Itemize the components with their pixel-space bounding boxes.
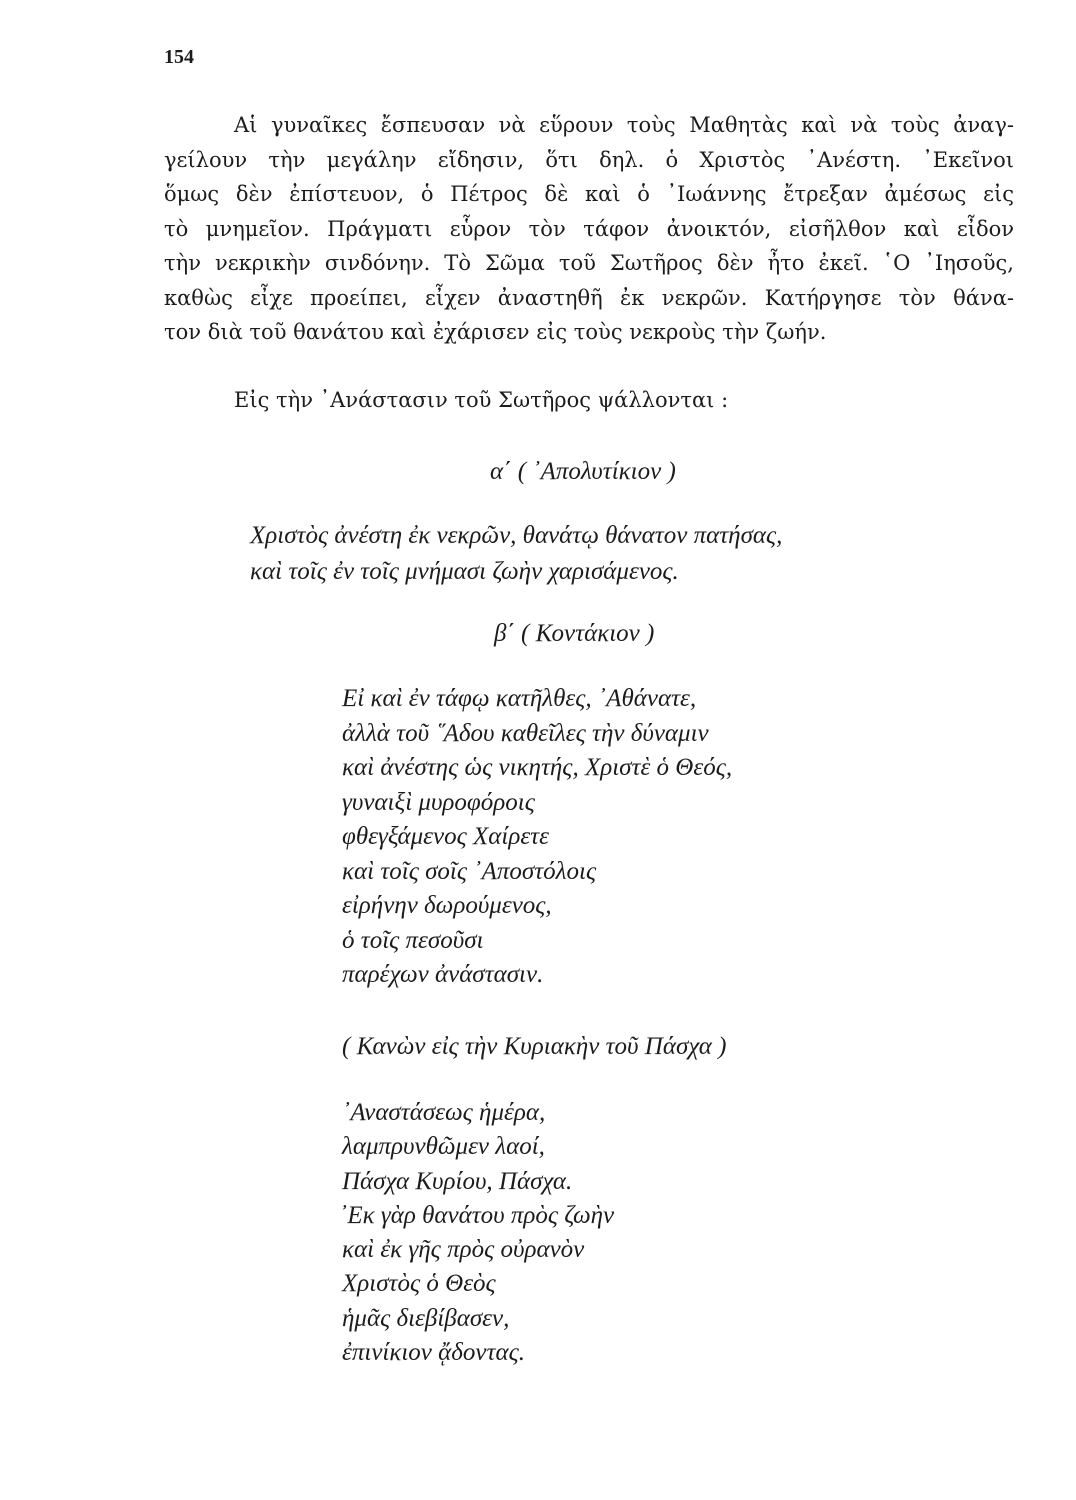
verse-line: Πάσχα Κυρίου, Πάσχα.	[342, 1167, 573, 1195]
verse-line: ὁ τοῖς πεσοῦσι	[342, 926, 484, 954]
apolytikion-verse	[250, 518, 782, 590]
paragraph-line: καθὼς εἶχε προείπει, εἶχεν ἀναστηθῆ ἐκ νεκρῶν. Κατήργησε τὸν θάνα-	[164, 285, 1014, 310]
kontakion-heading: β΄ ( Κοντάκιον )	[494, 620, 655, 647]
paragraph-line: τὴν νεκρικὴν σινδόνην. Τὸ Σῶμα τοῦ Σωτῆρος δὲν ἦτο ἐκεῖ. ῾Ο ᾿Ιησοῦς,	[164, 251, 1014, 275]
verse-line: γυναιξὶ μυροφόροις	[342, 788, 535, 816]
paragraph-line: γείλουν τὴν μεγάλην εἴδησιν, ὅτι δηλ. ὁ Χριστὸς ᾿Ανέστη. ᾿Εκεῖνοι	[164, 147, 1014, 172]
intro-paragraph	[164, 108, 1014, 350]
verse-line: Εἰ καὶ ἐν τάφῳ κατῆλθες, ᾿Αθάνατε,	[342, 685, 697, 712]
verse-line: καὶ ἀνέστης ὡς νικητής, Χριστὲ ὁ Θεός,	[342, 754, 733, 781]
kanon-heading: ( Κανὼν εἰς τὴν Κυριακὴν τοῦ Πάσχα )	[342, 1033, 727, 1060]
verse-line: Χριστὸς ἀνέστη ἐκ νεκρῶν, θανάτῳ θάνατον πατήσας,	[250, 522, 783, 549]
verse-line: καὶ ἐκ γῆς πρὸς οὐρανὸν	[342, 1236, 585, 1264]
kanon-verse	[339, 1096, 615, 1370]
paragraph-line: ὅμως δὲν ἐπίστευον, ὁ Πέτρος δὲ καὶ ὁ ᾿Ιωάννης ἔτρεξαν ἀμέσως εἰς	[164, 182, 1014, 206]
kontakion-verse	[342, 682, 732, 993]
verse-line: ἡμᾶς διεβίβασεν,	[342, 1304, 510, 1332]
verse-line: φθεγξάμενος Χαίρετε	[342, 823, 549, 850]
paragraph-line: τὸ μνημεῖον. Πράγματι εὗρον τὸν τάφον ἀνοικτόν, εἰσῆλθον καὶ εἶδον	[164, 216, 1014, 241]
page-number: 154	[164, 46, 194, 68]
verse-line: καὶ τοῖς σοῖς ᾿Αποστόλοις	[342, 857, 597, 885]
lead-sentence: Εἰς τὴν ᾿Ανάστασιν τοῦ Σωτῆρος ψάλλονται :	[234, 388, 729, 412]
verse-line: ἀλλὰ τοῦ ῞Αδου καθεῖλες τὴν δύναμιν	[342, 719, 709, 747]
verse-line: παρέχων ἀνάστασιν.	[342, 961, 544, 988]
verse-line: καὶ τοῖς ἐν τοῖς μνήμασι ζωὴν χαρισάμενος.	[250, 558, 679, 585]
paragraph-line: τον διὰ τοῦ θανάτου καὶ ἐχάρισεν εἰς τοὺς νεκροὺς τὴν ζωήν.	[164, 320, 827, 344]
verse-line: Χριστὸς ὁ Θεὸς	[342, 1270, 496, 1298]
verse-line: λαμπρυνθῶμεν λαοί,	[342, 1133, 545, 1161]
verse-line: ἐπινίκιον ᾄδοντας.	[342, 1339, 525, 1367]
verse-line: ᾿Αναστάσεως ἡμέρα,	[342, 1099, 546, 1126]
verse-line: εἰρήνην δωρούμενος,	[342, 892, 552, 919]
apolytikion-heading: α΄ ( ᾿Απολυτίκιον )	[490, 458, 676, 485]
paragraph-line: Αἱ γυναῖκες ἔσπευσαν νὰ εὕρουν τοὺς Μαθητὰς καὶ νὰ τοὺς ἀναγ-	[234, 113, 1014, 137]
verse-line: ᾿Εκ γὰρ θανάτου πρὸς ζωὴν	[339, 1201, 615, 1229]
